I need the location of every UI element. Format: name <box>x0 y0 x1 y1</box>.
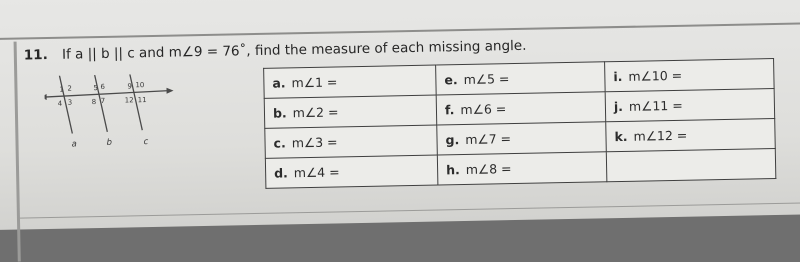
answer-cell-expression: m∠7 = <box>465 131 511 147</box>
answer-cell-letter: f. <box>445 102 455 117</box>
section-divider <box>0 22 800 40</box>
angle-label-5: 5 <box>93 84 98 92</box>
answer-cell-expression: m∠2 = <box>293 104 339 120</box>
answer-cell[interactable] <box>437 152 607 185</box>
angle-label-7: 7 <box>101 97 106 105</box>
angle-label-8: 8 <box>92 98 97 106</box>
answer-table-body <box>264 59 776 189</box>
answer-cell-expression: m∠12 = <box>633 128 687 144</box>
answer-cell[interactable] <box>265 155 438 188</box>
answer-cell-expression: m∠4 = <box>294 164 340 180</box>
panel-border <box>14 42 21 262</box>
answer-cell-letter: g. <box>445 132 459 147</box>
answer-cell-letter: c. <box>273 135 285 150</box>
answer-cell[interactable] <box>436 62 606 95</box>
answer-cell-letter: a. <box>272 75 285 90</box>
line-label-c: c <box>143 137 148 147</box>
angle-label-9: 9 <box>127 82 132 90</box>
answer-cell-expression: m∠6 = <box>460 101 506 117</box>
angle-label-12: 12 <box>125 96 134 104</box>
angle-label-1: 1 <box>59 86 64 94</box>
answer-cell-expression: m∠8 = <box>466 161 512 177</box>
transversal-arrow-left <box>44 94 46 100</box>
answer-cell-letter: j. <box>614 99 623 114</box>
problem-text: If a || b || c and m∠9 = 76˚, find the measure of each missing angle. <box>62 38 527 63</box>
line-label-a: a <box>71 139 76 149</box>
transversal-arrow-right <box>166 88 173 94</box>
answer-cell-letter: d. <box>274 165 288 180</box>
answer-cell-expression: m∠5 = <box>463 71 509 87</box>
answer-cell[interactable] <box>605 89 775 122</box>
answer-cell-letter: i. <box>613 69 622 84</box>
angle-label-4: 4 <box>58 100 63 108</box>
answer-cell[interactable] <box>605 59 775 92</box>
angle-label-10: 10 <box>135 81 144 89</box>
answer-cell-expression: m∠10 = <box>628 68 682 84</box>
answer-cell[interactable] <box>606 149 776 182</box>
answer-cell[interactable] <box>264 95 437 128</box>
angle-label-11: 11 <box>138 96 147 104</box>
angle-label-3: 3 <box>68 99 73 107</box>
answer-cell[interactable] <box>437 122 607 155</box>
answer-cell-expression: m∠11 = <box>629 98 683 114</box>
line-label-b: b <box>106 138 112 148</box>
angle-label-2: 2 <box>67 85 72 93</box>
page-bottom-rule <box>19 202 800 219</box>
answer-cell-letter: h. <box>446 162 460 177</box>
problem-statement <box>24 38 527 64</box>
answer-cell-letter: b. <box>273 105 287 120</box>
answer-cell[interactable] <box>606 119 776 152</box>
answer-cell[interactable] <box>265 125 438 158</box>
answer-cell-letter: e. <box>444 72 458 87</box>
answer-cell-letter: k. <box>614 129 627 144</box>
answer-cell-expression: m∠1 = <box>291 74 337 90</box>
angle-label-6: 6 <box>100 83 105 91</box>
answer-cell[interactable] <box>436 92 606 125</box>
answer-cell-expression: m∠3 = <box>292 134 338 150</box>
problem-number: 11. <box>24 47 48 63</box>
answer-table <box>263 58 776 189</box>
answer-cell[interactable] <box>264 65 437 98</box>
parallel-lines-figure <box>44 74 176 188</box>
